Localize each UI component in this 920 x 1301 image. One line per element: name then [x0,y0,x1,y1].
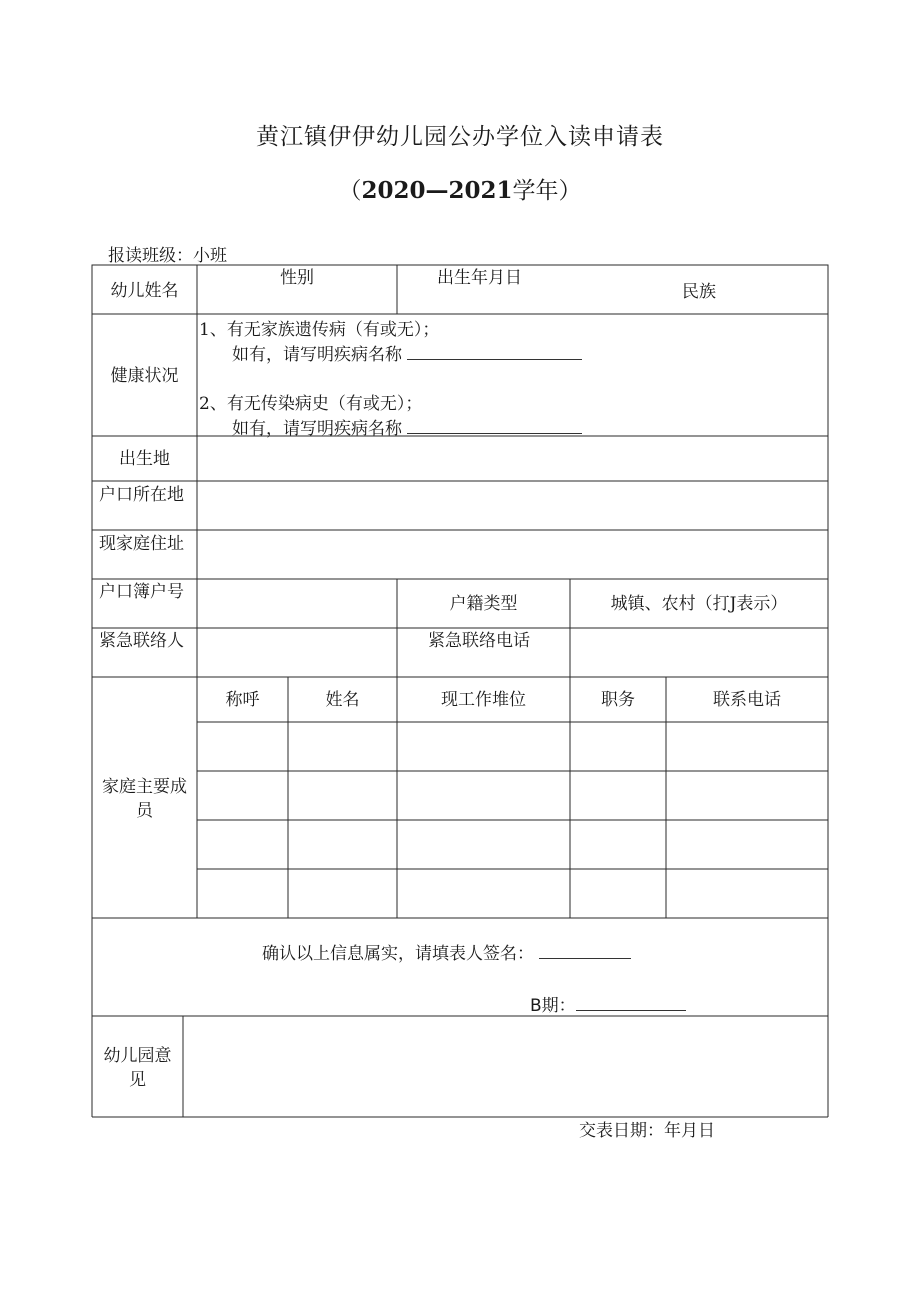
year-open: （ [338,178,362,204]
date-label: B期： [530,996,576,1016]
health-note-2-text: 如有，请写明疾病名称 [232,419,402,439]
child-name-label: 幼儿姓名 [110,281,179,301]
disease-name-2-blank[interactable] [407,417,582,434]
birthplace-label: 出生地 [119,449,170,469]
health-note-1-text: 如有，请写明疾病名称 [232,345,402,365]
family-col-position: 职务 [601,690,635,710]
submit-date: 交表日期：年月日 [579,1121,715,1141]
family-col-title: 称呼 [225,690,260,710]
birth-date-label: 出生年月日 [437,268,522,288]
form-title: 黄江镇伊伊幼儿园公办学位入读申请表 [256,124,664,150]
emergency-phone-label: 紧急联络电话 [428,631,530,651]
disease-name-1-blank[interactable] [407,343,582,360]
health-question-1: 1、有无家族遗传病（有或无）； [199,320,440,340]
hukou-type-options[interactable]: 城镇、农村（打J表示） [610,594,788,614]
gender-label: 性别 [280,268,314,288]
emergency-contact-label: 紧急联络人 [99,631,184,651]
hukou-location-label: 户口所在地 [99,485,184,505]
ethnicity-label: 民族 [682,282,716,302]
date-blank[interactable] [576,994,686,1011]
current-address-label: 现家庭住址 [99,534,184,554]
family-label-line-2: 员 [136,801,153,821]
opinion-label-line-2: 见 [129,1070,146,1090]
family-label-line-1: 家庭主要成 [102,777,187,797]
confirm-statement [262,942,631,964]
class-label: 报读班级： [108,246,193,266]
family-col-workplace: 现工作堆位 [441,690,526,710]
family-col-name: 姓名 [325,690,360,710]
confirm-text: 确认以上信息属实，请填表人签名： [262,944,534,964]
year-range: 2020—2021 [361,177,513,204]
family-members-label [92,777,197,821]
health-label: 健康状况 [110,366,179,386]
kindergarten-opinion-label [92,1046,183,1090]
health-question-1-note [232,343,582,365]
confirm-date [530,994,686,1016]
signature-blank[interactable] [539,942,631,959]
class-value[interactable]: 小班 [193,246,227,266]
opinion-label-line-1: 幼儿园意 [103,1046,172,1066]
health-question-2: 2、有无传染病史（有或无）； [199,394,423,414]
hukou-type-label: 户籍类型 [449,594,518,614]
hukou-number-label: 户口簿户号 [99,582,184,602]
health-question-2-note [232,417,582,439]
year-suffix: 学年） [512,178,582,204]
family-col-phone: 联系电话 [713,690,781,710]
